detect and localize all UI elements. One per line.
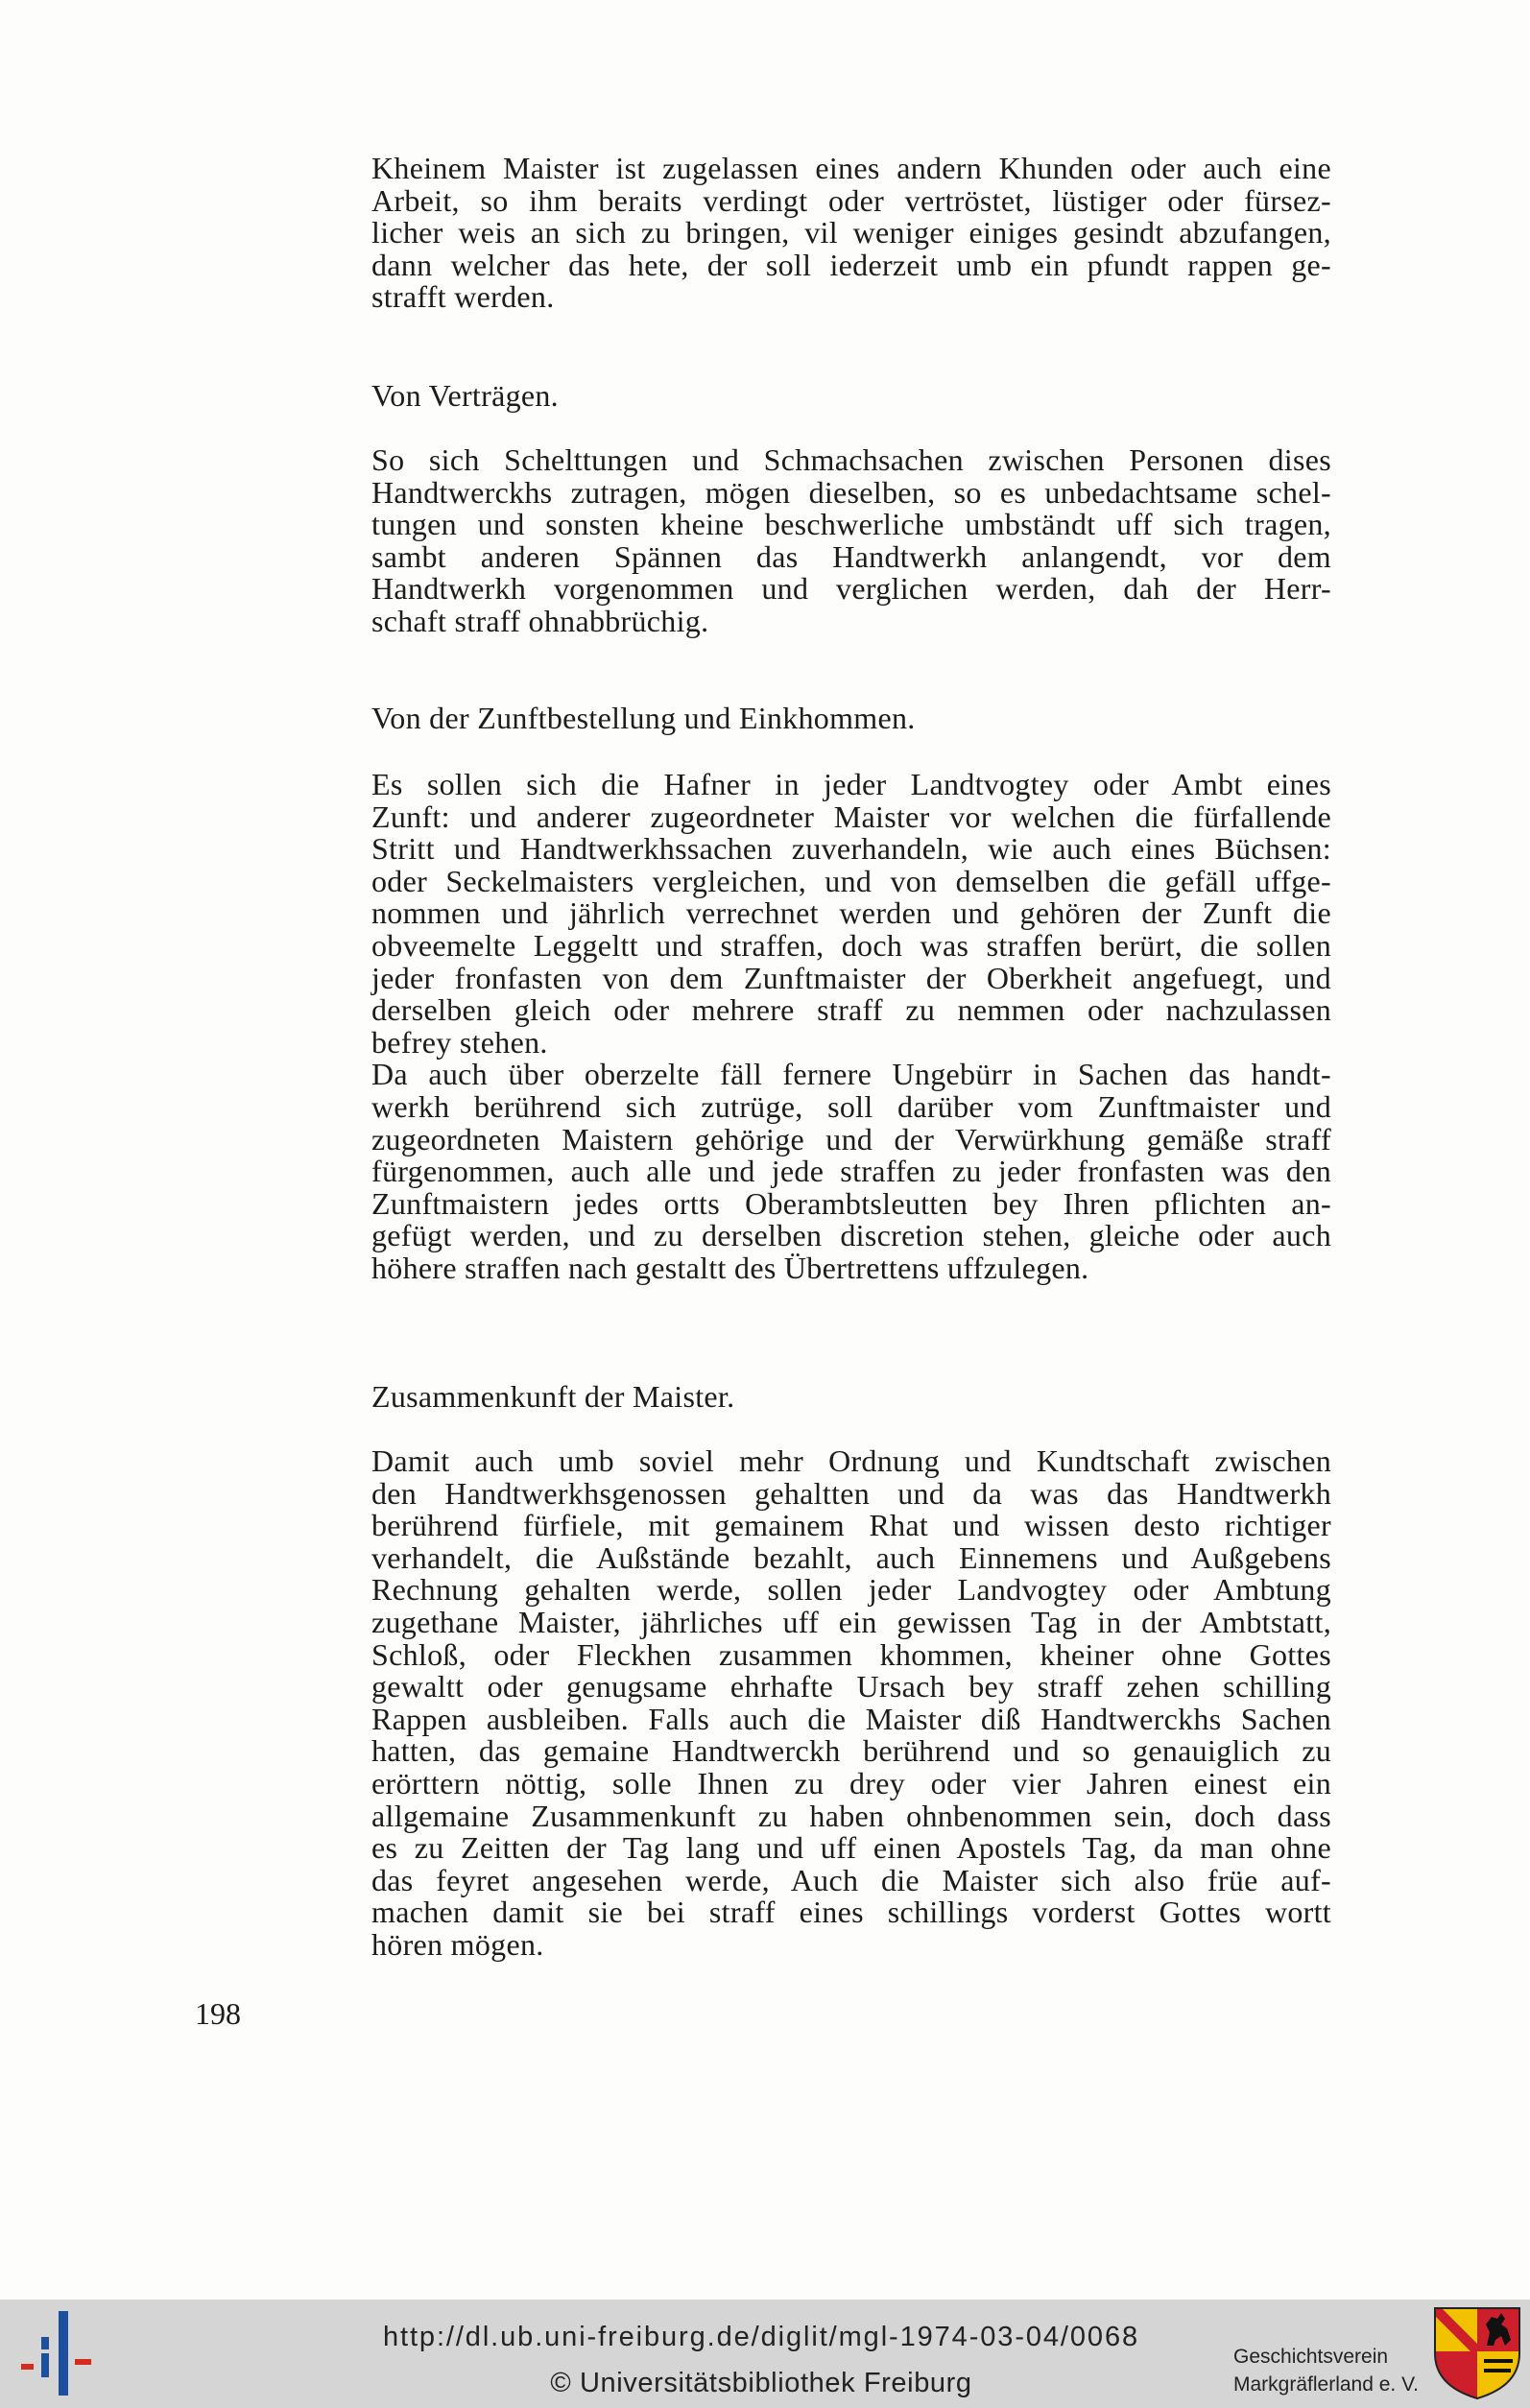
paragraph <box>371 153 1331 314</box>
paragraph <box>371 769 1331 1285</box>
text-line: allgemaine Zusammenkunft zu haben ohnbenommen sein, doch dass <box>371 1798 1331 1833</box>
text-line: schaft straff ohnabbrüchig. <box>371 603 709 638</box>
society-name-line-2: Markgräflerland e. V. <box>1233 2373 1419 2396</box>
text-line: berührend fürfiele, mit gemainem Rhat und wissen desto richtiger <box>371 1508 1331 1543</box>
text-line: dann welcher das hete, der soll iederzeit umb ein pfundt rappen ge- <box>371 247 1331 282</box>
text-line: verhandelt, die Außstände bezahlt, auch Einnemens und Außgebens <box>371 1539 1331 1575</box>
text-line: Handtwerkh vorgenommen und verglichen werden, dah der Herr- <box>371 571 1331 607</box>
text-line: Arbeit, so ihm beraits verdingt oder vertröstet, lüstiger oder fürsez- <box>371 182 1331 218</box>
footer-url-link[interactable]: http://dl.ub.uni-freiburg.de/diglit/mgl-1974-03-04/0068 <box>382 2322 1140 2352</box>
text-line: Stritt und Handtwerkhssachen zuverhandeln, wie auch eines Büchsen: <box>371 831 1331 867</box>
text-line: fürgenommen, auch alle und jede straffen zu jeder fronfasten was den <box>371 1154 1331 1189</box>
text-line: oder Seckelmaisters vergleichen, und von demselben die gefäll uffge- <box>371 863 1331 898</box>
text-line: hatten, das gemaine Handtwerckh berührend und so genauiglich zu <box>371 1733 1331 1769</box>
text-line: Kheinem Maister ist zugelassen eines andern Khunden oder auch eine <box>371 151 1331 185</box>
text-line: obveemelte Leggeltt und straffen, doch was straffen berürt, die sollen <box>371 927 1331 963</box>
section-heading: Zusammenkunft der Maister. <box>371 1379 735 1414</box>
coat-of-arms-icon <box>1434 2307 1520 2399</box>
paragraph <box>371 1445 1331 1962</box>
text-line: strafft werden. <box>371 279 555 315</box>
page-number: 198 <box>195 1996 241 2031</box>
text-line: das feyret angesehen werde, Auch die Maister sich also früe auf- <box>371 1862 1331 1897</box>
text-line: gefügt werden, und zu derselben discretion stehen, gleiche oder auch <box>371 1218 1331 1253</box>
text-line: Rechnung gehalten werde, sollen jeder Landvogtey oder Ambtung <box>371 1572 1331 1608</box>
text-line: sambt anderen Spännen das Handtwerkh anlangendt, vor dem <box>371 538 1331 574</box>
text-line: zugethane Maister, jährliches uff ein gewissen Tag in der Ambtstatt, <box>371 1604 1331 1639</box>
text-line: Zunft: und anderer zugeordneter Maister vor welchen die fürfallende <box>371 799 1331 834</box>
footer-copyright: © Universitätsbibliothek Freiburg <box>550 2368 972 2398</box>
text-line: gewaltt oder genugsame ehrhafte Ursach bey straff zehen schilling <box>371 1669 1331 1705</box>
society-name-line-1: Geschichtsverein <box>1233 2346 1389 2368</box>
text-line: machen damit sie bei straff eines schillings vorderst Gottes wortt <box>371 1895 1331 1930</box>
text-line: licher weis an sich zu bringen, vil weniger einiges gesindt abzufangen, <box>371 215 1331 250</box>
text-line: Da auch über oberzelte fäll fernere Ungebürr in Sachen das handt- <box>371 1057 1331 1092</box>
text-line: Schloß, oder Fleckhen zusammen khommen, kheiner ohne Gottes <box>371 1636 1331 1672</box>
ub-freiburg-logo-icon <box>19 2308 96 2396</box>
text-line: Zunftmaistern jedes ortts Oberambtsleutten bey Ihren pflichten an- <box>371 1185 1331 1221</box>
text-line: befrey stehen. <box>371 1024 548 1060</box>
paragraph <box>371 444 1331 638</box>
text-line: es zu Zeitten der Tag lang und uff einen Apostels Tag, da man ohne <box>371 1830 1331 1866</box>
text-line: Handtwerckhs zutragen, mögen dieselben, so es unbedachtsame schel- <box>371 474 1331 510</box>
section-heading: Von Verträgen. <box>371 378 559 413</box>
text-line: zugeordneten Maistern gehörige und der Verwürkhung gemäße straff <box>371 1121 1331 1156</box>
text-line: höhere straffen nach gestaltt des Übertrettens uffzulegen. <box>371 1250 1089 1285</box>
section-heading: Von der Zunftbestellung und Einkhommen. <box>371 701 916 735</box>
text-line: tungen und sonsten kheine beschwerliche umbständt uff sich tragen, <box>371 507 1331 542</box>
footer-bar <box>0 2300 1530 2408</box>
text-line: erörttern nöttig, solle Ihnen zu drey oder vier Jahren einest ein <box>371 1765 1331 1800</box>
text-line: jeder fronfasten von dem Zunftmaister der Oberkheit angefuegt, und <box>371 960 1331 995</box>
text-line: werkh berührend sich zutrüge, soll darüber vom Zunftmaister und <box>371 1088 1331 1124</box>
text-line: den Handtwerkhsgenossen gehaltten und da was das Handtwerkh <box>371 1475 1331 1511</box>
text-line: Es sollen sich die Hafner in jeder Landtvogtey oder Ambt eines <box>371 767 1331 801</box>
text-line: Damit auch umb soviel mehr Ordnung und Kundtschaft zwischen <box>371 1443 1331 1478</box>
text-line: So sich Schelttungen und Schmachsachen zwischen Personen dises <box>371 442 1331 477</box>
text-line: Rappen ausbleiben. Falls auch die Maister diß Handtwerckhs Sachen <box>371 1701 1331 1736</box>
text-line: derselben gleich oder mehrere straff zu nemmen oder nachzulassen <box>371 992 1331 1028</box>
text-line: hören mögen. <box>371 1926 544 1962</box>
text-line: nommen und jährlich verrechnet werden und gehören der Zunft die <box>371 895 1331 931</box>
